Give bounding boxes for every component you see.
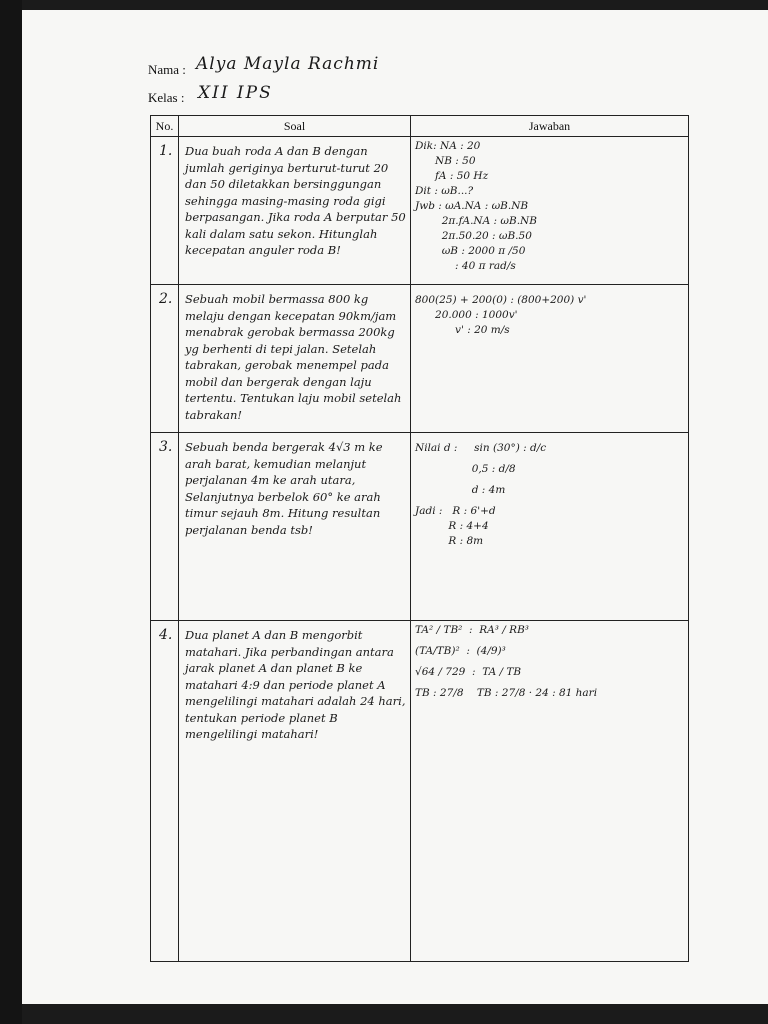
row-number: 2. bbox=[151, 285, 179, 433]
answer-line: Dik: NA : 20 bbox=[415, 140, 481, 152]
answer-cell bbox=[411, 137, 689, 285]
table-header-row bbox=[151, 116, 689, 137]
answer-cell bbox=[411, 621, 689, 962]
question-text: Dua buah roda A dan B dengan jumlah geriginya berturut-turut 20 dan 50 diletakkan bersinggungan sehingga masing-masing roda gigi berpasangan. Jika roda A berputar 50 kali dalam satu sekon. Hitunglah kecepatan anguler roda B! bbox=[179, 137, 411, 285]
answer-line: 0,5 : d/8 bbox=[415, 463, 516, 475]
question-text: Sebuah mobil bermassa 800 kg melaju dengan kecepatan 90km/jam menabrak gerobak bermassa 200kg yg berhenti di tepi jalan. Setelah tabrakan, gerobak menempel pada mobil dan bergerak dengan laju tertentu. Tentukan laju mobil setelah tabrakan! bbox=[179, 285, 411, 433]
answer-line: TB : 27/8 TB : 27/8 · 24 : 81 hari bbox=[415, 687, 598, 699]
question-text: Sebuah benda bergerak 4√3 m ke arah barat, kemudian melanjut perjalanan 4m ke arah utara, Selanjutnya berbelok 60° ke arah timur sejauh 8m. Hitung resultan perjalanan benda tsb! bbox=[179, 433, 411, 621]
name-value: Alya Mayla Rachmi bbox=[196, 54, 380, 74]
answer-line: √64 / 729 : TA / TB bbox=[415, 666, 522, 678]
answer-line: 800(25) + 200(0) : (800+200) v' bbox=[415, 294, 587, 306]
answer-line: R : 4+4 bbox=[415, 520, 489, 532]
header-no: No. bbox=[151, 116, 179, 137]
table-row bbox=[151, 433, 689, 621]
scan-dark-edge bbox=[0, 0, 22, 1024]
header-jawaban: Jawaban bbox=[411, 116, 689, 137]
answer-line: NB : 50 bbox=[415, 155, 476, 167]
answer-line: ωB : 2000 π /50 bbox=[415, 245, 526, 257]
answer-line: R : 8m bbox=[415, 535, 484, 547]
answer-table bbox=[150, 115, 689, 962]
answer-line: 2π.fA.NA : ωB.NB bbox=[415, 215, 537, 227]
answer-line: Dit : ωB...? bbox=[415, 185, 474, 197]
answer-line: v' : 20 m/s bbox=[415, 324, 510, 336]
answer-line: 2π.50.20 : ωB.50 bbox=[415, 230, 532, 242]
kelas-label: Kelas : bbox=[148, 90, 185, 105]
table-row bbox=[151, 621, 689, 962]
table-row bbox=[151, 137, 689, 285]
row-number: 3. bbox=[151, 433, 179, 621]
answer-cell bbox=[411, 285, 689, 433]
answer-line: TA² / TB² : RA³ / RB³ bbox=[415, 624, 529, 636]
answer-line: Jadi : R : 6'+d bbox=[415, 505, 496, 517]
answer-cell bbox=[411, 433, 689, 621]
name-label: Nama : bbox=[148, 62, 186, 77]
row-number: 1. bbox=[151, 137, 179, 285]
row-number: 4. bbox=[151, 621, 179, 962]
answer-line: d : 4m bbox=[415, 484, 506, 496]
answer-line: fA : 50 Hz bbox=[415, 170, 489, 182]
answer-line: 20.000 : 1000v' bbox=[415, 309, 518, 321]
question-text: Dua planet A dan B mengorbit matahari. Jika perbandingan antara jarak planet A dan planet B ke matahari 4:9 dan periode planet A mengelilingi matahari adalah 24 hari, tentukan periode planet B mengelilingi matahari! bbox=[179, 621, 411, 962]
answer-line: (TA/TB)² : (4/9)³ bbox=[415, 645, 506, 657]
table-row bbox=[151, 285, 689, 433]
answer-line: : 40 π rad/s bbox=[415, 260, 516, 272]
answer-line: Nilai d : sin (30°) : d/c bbox=[415, 442, 547, 454]
header-soal: Soal bbox=[179, 116, 411, 137]
kelas-value: XII IPS bbox=[198, 83, 273, 103]
answer-line: Jwb : ωA.NA : ωB.NB bbox=[415, 200, 529, 212]
